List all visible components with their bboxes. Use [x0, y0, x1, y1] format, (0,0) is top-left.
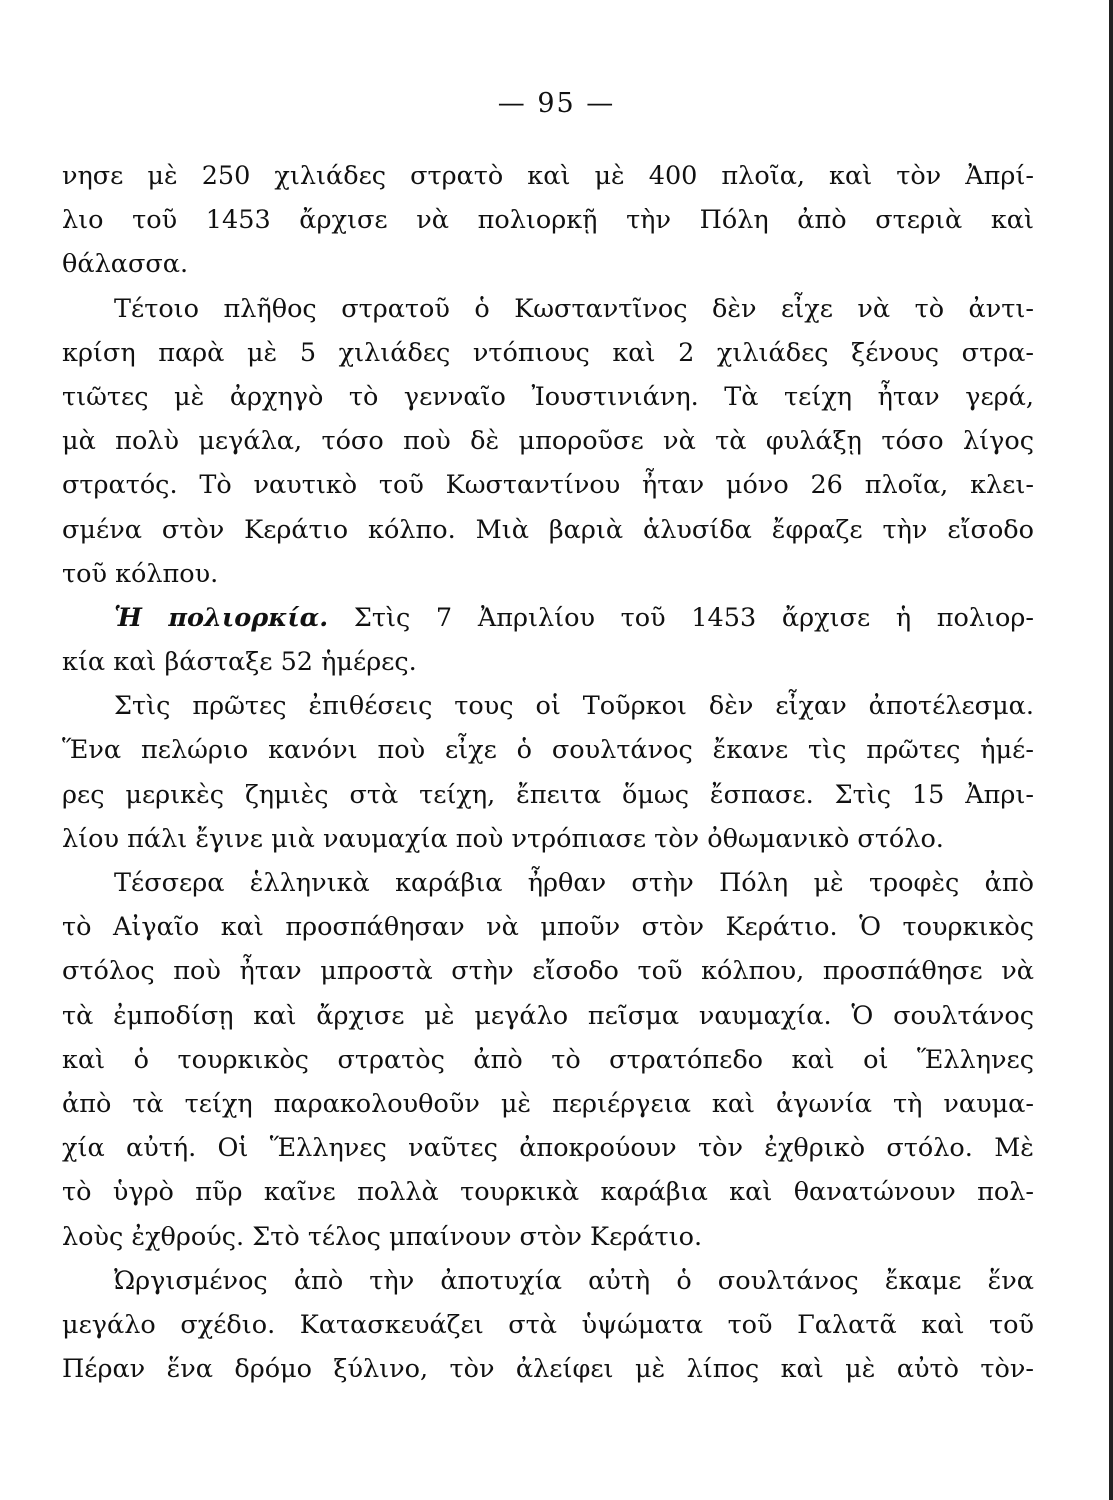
paragraph-6: [62, 1259, 1034, 1392]
text-line: τοῦ κόλπου.: [62, 558, 219, 589]
text-line: τὸ ὑγρὸ πῦρ καῖνε πολλὰ τουρκικὰ καράβια καὶ θανατώνουν πολ-: [62, 1177, 1034, 1208]
text-line: Ὠργισμένος ἀπὸ τὴν ἀποτυχία αὐτὴ ὁ σουλτάνος ἔκαμε ἕνα: [114, 1265, 1034, 1296]
text-line: τὰ ἐμποδίσῃ καὶ ἄρχισε μὲ μεγάλο πεῖσμα ναυμαχία. Ὁ σουλτάνος: [62, 1000, 1034, 1031]
text-line: κία καὶ βάσταξε 52 ἡμέρες.: [62, 647, 417, 678]
text-line: Ἕνα πελώριο κανόνι ποὺ εἶχε ὁ σουλτάνος ἔκανε τὶς πρῶτες ἡμέ-: [62, 735, 1034, 766]
scan-edge: [1109, 0, 1113, 1500]
text-line: λίου πάλι ἔγινε μιὰ ναυμαχία ποὺ ντρόπιασε τὸν ὀθωμανικὸ στόλο.: [62, 823, 944, 854]
text-line: Στὶς πρῶτες ἐπιθέσεις τους οἱ Τοῦρκοι δὲν εἶχαν ἀποτέλεσμα.: [114, 691, 1034, 722]
paragraph-5: [62, 861, 1034, 1259]
text-line: στρατός. Τὸ ναυτικὸ τοῦ Κωσταντίνου ἦταν μόνο 26 πλοῖα, κλει-: [62, 470, 1034, 501]
text-line-rest: Στὶς 7 Ἀπριλίου τοῦ 1453 ἄρχισε ἡ πολιορ-: [353, 602, 1035, 633]
text-line: Τέσσερα ἑλληνικὰ καράβια ἦρθαν στὴν Πόλη μὲ τροφὲς ἀπὸ: [114, 868, 1034, 898]
text-line: τὸ Αἰγαῖο καὶ προσπάθησαν νὰ μποῦν στὸν Κεράτιο. Ὁ τουρκικὸς: [62, 912, 1034, 943]
text-line: θάλασσα.: [62, 249, 189, 280]
text-line: χία αὐτή. Οἱ Ἕλληνες ναῦτες ἀποκρούουν τὸν ἐχθρικὸ στόλο. Μὲ: [62, 1133, 1034, 1164]
section-heading: Ἡ πολιορκία.: [114, 602, 329, 633]
text-line: λοὺς ἐχθρούς. Στὸ τέλος μπαίνουν στὸν Κεράτιο.: [62, 1221, 703, 1252]
text-line: ρες μερικὲς ζημιὲς στὰ τείχη, ἔπειτα ὅμως ἔσπασε. Στὶς 15 Ἀπρι-: [62, 779, 1034, 810]
page-number: — 95 —: [497, 88, 616, 119]
text-line: στόλος ποὺ ἦταν μπροστὰ στὴν εἴσοδο τοῦ κόλπου, προσπάθησε νὰ: [62, 956, 1034, 987]
text-line: τιῶτες μὲ ἀρχηγὸ τὸ γενναῖο Ἰουστινιάνη. Τὰ τείχη ἦταν γερά,: [62, 381, 1034, 412]
text-line: λιο τοῦ 1453 ἄρχισε νὰ πολιορκῇ τὴν Πόλη ἀπὸ στεριὰ καὶ: [62, 205, 1034, 236]
text-line: νησε μὲ 250 χιλιάδες στρατὸ καὶ μὲ 400 πλοῖα, καὶ τὸν Ἀπρί-: [62, 161, 1034, 191]
text-line: σμένα στὸν Κεράτιο κόλπο. Μιὰ βαριὰ ἁλυσίδα ἔφραζε τὴν εἴσοδο: [62, 514, 1034, 545]
text-line: ἀπὸ τὰ τείχη παρακολουθοῦν μὲ περιέργεια καὶ ἀγωνία τὴ ναυμα-: [62, 1088, 1034, 1119]
text-line: κρίση παρὰ μὲ 5 χιλιάδες ντόπιους καὶ 2 χιλιάδες ξένους στρα-: [62, 337, 1034, 368]
body-text: [62, 154, 1034, 1391]
paragraph-4: [62, 684, 1034, 861]
text-line: καὶ ὁ τουρκικὸς στρατὸς ἀπὸ τὸ στρατόπεδο καὶ οἱ Ἕλληνες: [62, 1044, 1034, 1075]
paragraph-3: [62, 596, 1034, 684]
paragraph-2: [62, 287, 1034, 596]
text-line: μὰ πολὺ μεγάλα, τόσο ποὺ δὲ μποροῦσε νὰ τὰ φυλάξῃ τόσο λίγος: [62, 426, 1034, 457]
text-line: Πέραν ἕνα δρόμο ξύλινο, τὸν ἀλείφει μὲ λίπος καὶ μὲ αὐτὸ τὸν-: [62, 1354, 1034, 1385]
text-line: Τέτοιο πλῆθος στρατοῦ ὁ Κωσταντῖνος δὲν εἶχε νὰ τὸ ἀντι-: [114, 293, 1034, 324]
paragraph-1: [62, 154, 1034, 287]
text-line: [62, 596, 1034, 640]
text-line: μεγάλο σχέδιο. Κατασκευάζει στὰ ὑψώματα τοῦ Γαλατᾶ καὶ τοῦ: [62, 1309, 1034, 1340]
